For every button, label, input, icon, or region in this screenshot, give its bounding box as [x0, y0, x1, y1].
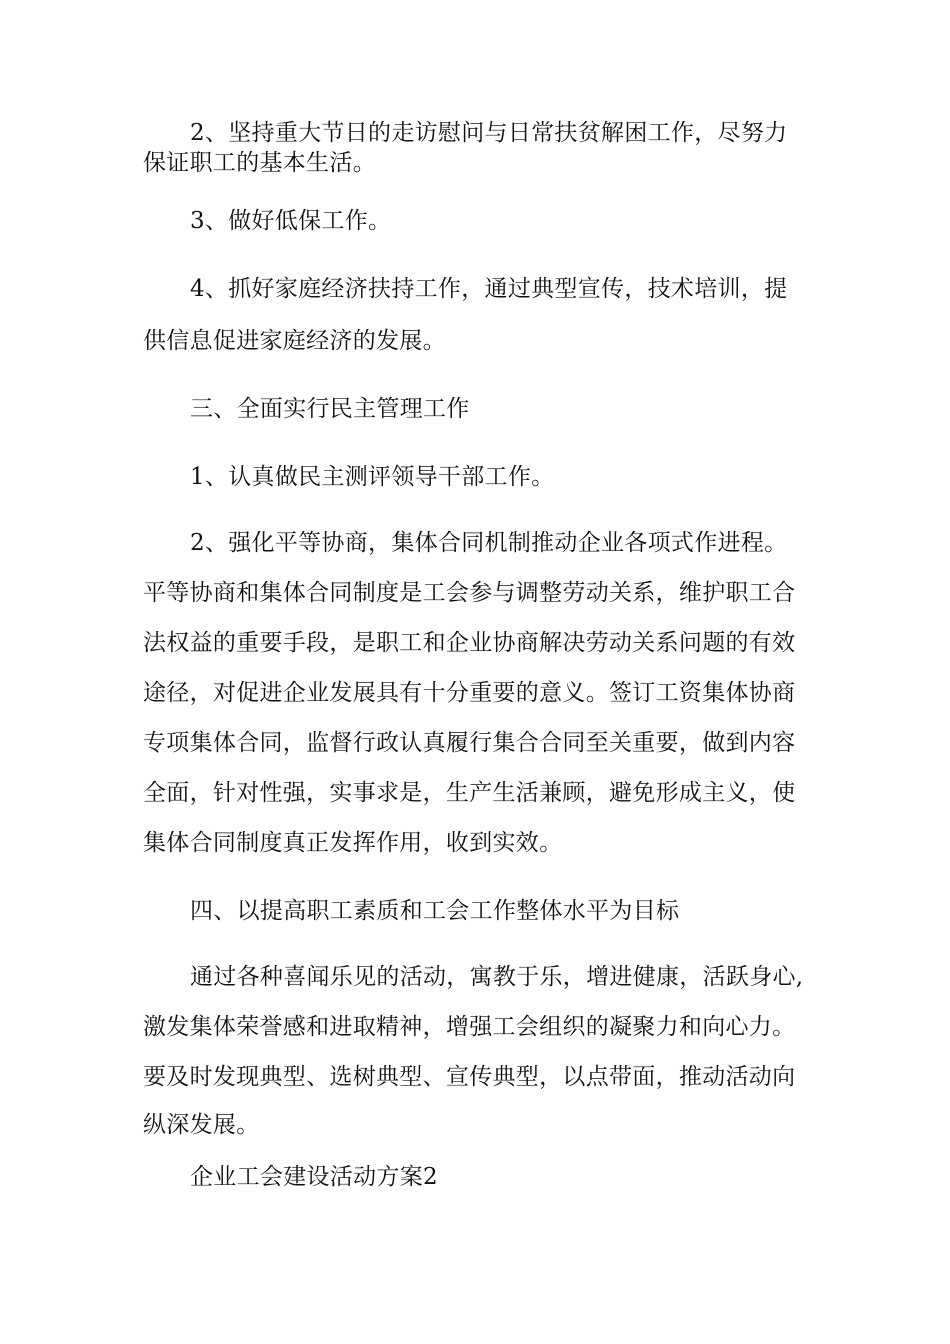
paragraph-8-line-3: 要及时发现典型、选树典型、宣传典型，以点带面，推动活动向 [143, 1064, 796, 1090]
paragraph-8-line-2: 激发集体荣誉感和进取精神，增强工会组织的凝聚力和向心力。 [143, 1014, 796, 1040]
paragraph-3-line-2: 供信息促进家庭经济的发展。 [143, 328, 446, 354]
paragraph-3-line-1: 4、抓好家庭经济扶持工作，通过典型宣传，技术培训，提 [190, 276, 788, 302]
paragraph-8-line-4: 纵深发展。 [143, 1112, 260, 1138]
paragraph-6-line-1: 2、强化平等协商，集体合同机制推动企业各项式作进程。 [190, 530, 788, 556]
paragraph-6-line-7: 集体合同制度真正发挥作用，收到实效。 [143, 830, 563, 856]
section-heading-4: 四、以提高职工素质和工会工作整体水平为目标 [190, 898, 680, 924]
paragraph-6-line-5: 专项集体合同，监督行政认真履行集合合同至关重要，做到内容 [143, 730, 796, 756]
paragraph-8-line-1: 通过各种喜闻乐见的活动，寓教于乐，增进健康，活跃身心, [190, 964, 804, 990]
paragraph-6-line-4: 途径，对促进企业发展具有十分重要的意义。签订工资集体协商 [143, 680, 796, 706]
section-heading-3: 三、全面实行民主管理工作 [190, 396, 470, 422]
section-title-plan-2: 企业工会建设活动方案2 [190, 1164, 438, 1190]
paragraph-6-line-3: 法权益的重要手段，是职工和企业协商解决劳动关系问题的有效 [143, 630, 796, 656]
paragraph-6-line-2: 平等协商和集体合同制度是工会参与调整劳动关系，维护职工合 [143, 580, 796, 606]
paragraph-1-line-1: 2、坚持重大节日的走访慰问与日常扶贫解困工作，尽努力 [190, 120, 788, 146]
paragraph-1-line-2: 保证职工的基本生活。 [143, 150, 376, 176]
paragraph-5-line-1: 1、认真做民主测评领导干部工作。 [190, 464, 555, 490]
paragraph-6-line-6: 全面，针对性强，实事求是，生产生活兼顾，避免形成主义，使 [143, 780, 796, 806]
paragraph-2-line-1: 3、做好低保工作。 [190, 208, 392, 234]
